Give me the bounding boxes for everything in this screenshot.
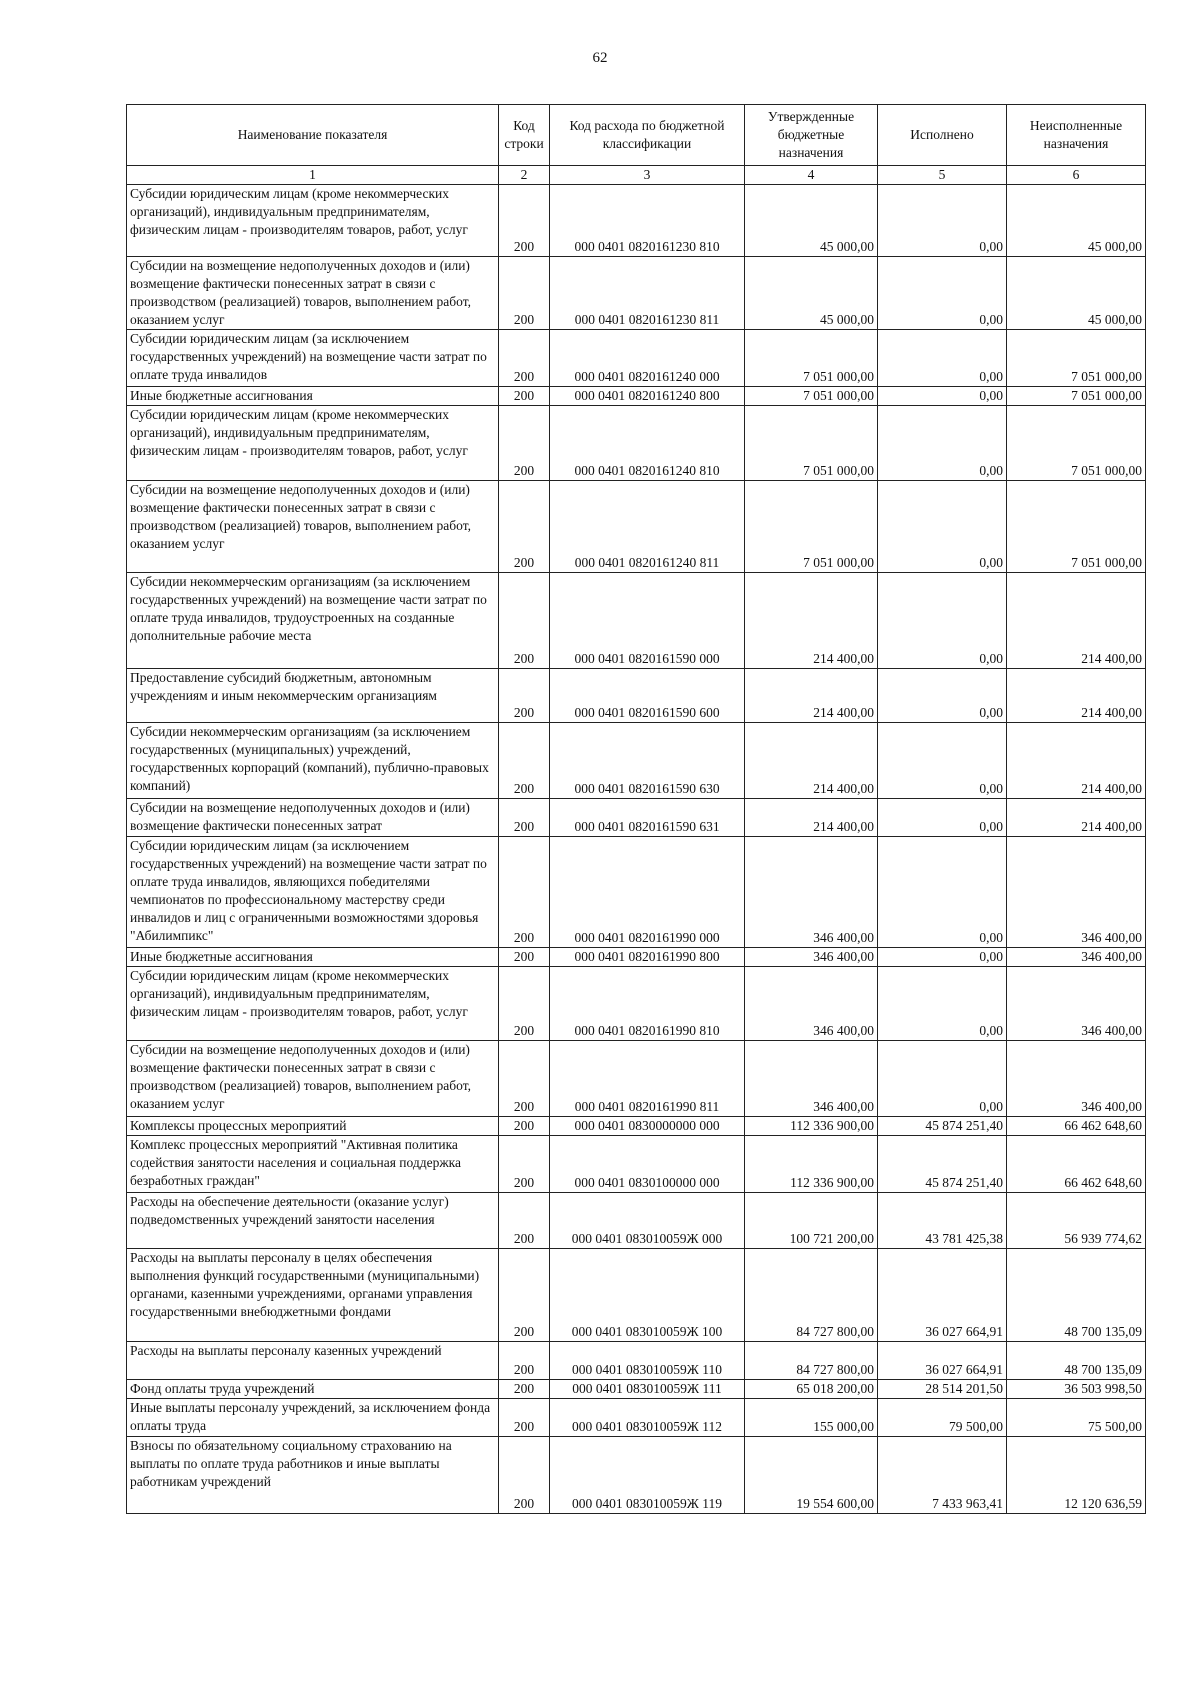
row-executed: 0,00 — [878, 481, 1007, 573]
row-kbk: 000 0401 0820161230 810 — [550, 185, 745, 257]
row-executed: 0,00 — [878, 723, 1007, 799]
row-approved: 214 400,00 — [745, 669, 878, 723]
table-row — [127, 387, 1146, 406]
table-row — [127, 1117, 1146, 1136]
column-index-row — [127, 166, 1146, 185]
table-row — [127, 948, 1146, 967]
row-unexecuted: 346 400,00 — [1007, 1041, 1146, 1117]
row-name: Расходы на выплаты персоналу казенных учреждений — [127, 1342, 499, 1380]
row-kbk: 000 0401 083010059Ж 111 — [550, 1380, 745, 1399]
row-unexecuted: 7 051 000,00 — [1007, 387, 1146, 406]
row-approved: 112 336 900,00 — [745, 1136, 878, 1193]
column-index: 2 — [499, 166, 550, 185]
row-kbk: 000 0401 0820161990 810 — [550, 967, 745, 1041]
row-approved: 65 018 200,00 — [745, 1380, 878, 1399]
table-row — [127, 481, 1146, 573]
row-kbk: 000 0401 0820161990 811 — [550, 1041, 745, 1117]
table-row — [127, 799, 1146, 837]
row-line-code: 200 — [499, 1117, 550, 1136]
row-executed: 36 027 664,91 — [878, 1249, 1007, 1342]
row-executed: 36 027 664,91 — [878, 1342, 1007, 1380]
row-name: Субсидии юридическим лицам (за исключением государственных учреждений) на возмещение части затрат по оплате труда инвалидов — [127, 330, 499, 387]
row-executed: 7 433 963,41 — [878, 1437, 1007, 1514]
row-kbk: 000 0401 0820161590 000 — [550, 573, 745, 669]
page-number: 62 — [592, 50, 608, 66]
row-approved: 346 400,00 — [745, 967, 878, 1041]
row-executed: 0,00 — [878, 387, 1007, 406]
row-unexecuted: 7 051 000,00 — [1007, 481, 1146, 573]
row-name: Расходы на обеспечение деятельности (оказание услуг) подведомственных учреждений занятости населения — [127, 1193, 499, 1249]
row-name: Субсидии юридическим лицам (кроме некоммерческих организаций), индивидуальным предпринимателям, физическим лицам - производителям товаров, работ, услуг — [127, 185, 499, 257]
row-line-code: 200 — [499, 723, 550, 799]
table-row — [127, 573, 1146, 669]
row-name: Субсидии на возмещение недополученных доходов и (или) возмещение фактически понесенных затрат в связи с производством (реализацией) товаров, выполнением работ, оказанием услуг — [127, 257, 499, 330]
row-approved: 214 400,00 — [745, 723, 878, 799]
table-row — [127, 1249, 1146, 1342]
row-line-code: 200 — [499, 387, 550, 406]
table-row — [127, 1399, 1146, 1437]
column-index: 4 — [745, 166, 878, 185]
row-unexecuted: 36 503 998,50 — [1007, 1380, 1146, 1399]
row-kbk: 000 0401 0820161590 631 — [550, 799, 745, 837]
row-unexecuted: 214 400,00 — [1007, 723, 1146, 799]
row-name: Иные бюджетные ассигнования — [127, 387, 499, 406]
row-kbk: 000 0401 0820161230 811 — [550, 257, 745, 330]
row-unexecuted: 214 400,00 — [1007, 573, 1146, 669]
row-name: Расходы на выплаты персоналу в целях обеспечения выполнения функций государственными (муниципальными) органами, казенными учреждениями, органами управления государственными внебюджетными фондами — [127, 1249, 499, 1342]
table-row — [127, 330, 1146, 387]
row-unexecuted: 214 400,00 — [1007, 669, 1146, 723]
row-unexecuted: 56 939 774,62 — [1007, 1193, 1146, 1249]
row-approved: 346 400,00 — [745, 837, 878, 948]
table-row — [127, 837, 1146, 948]
row-name: Комплекс процессных мероприятий "Активная политика содействия занятости населения и социальная поддержка безработных граждан" — [127, 1136, 499, 1193]
row-line-code: 200 — [499, 1380, 550, 1399]
header-executed: Исполнено — [878, 105, 1007, 166]
row-unexecuted: 66 462 648,60 — [1007, 1136, 1146, 1193]
row-kbk: 000 0401 083010059Ж 112 — [550, 1399, 745, 1437]
row-approved: 100 721 200,00 — [745, 1193, 878, 1249]
row-line-code: 200 — [499, 837, 550, 948]
row-approved: 19 554 600,00 — [745, 1437, 878, 1514]
header-unexecuted-appropriations: Неисполненные назначения — [1007, 105, 1146, 166]
row-kbk: 000 0401 0820161240 810 — [550, 406, 745, 481]
table-row — [127, 1342, 1146, 1380]
row-line-code: 200 — [499, 1041, 550, 1117]
budget-execution-table — [126, 104, 1146, 1514]
table-row — [127, 1380, 1146, 1399]
row-name: Предоставление субсидий бюджетным, автономным учреждениям и иным некоммерческим организациям — [127, 669, 499, 723]
row-line-code: 200 — [499, 1342, 550, 1380]
row-approved: 214 400,00 — [745, 799, 878, 837]
table-row — [127, 967, 1146, 1041]
table-header-row — [127, 105, 1146, 166]
row-approved: 7 051 000,00 — [745, 406, 878, 481]
row-executed: 43 781 425,38 — [878, 1193, 1007, 1249]
row-approved: 84 727 800,00 — [745, 1342, 878, 1380]
row-unexecuted: 66 462 648,60 — [1007, 1117, 1146, 1136]
row-unexecuted: 48 700 135,09 — [1007, 1249, 1146, 1342]
column-index: 6 — [1007, 166, 1146, 185]
row-unexecuted: 75 500,00 — [1007, 1399, 1146, 1437]
row-line-code: 200 — [499, 1437, 550, 1514]
column-index: 5 — [878, 166, 1007, 185]
row-line-code: 200 — [499, 799, 550, 837]
row-approved: 346 400,00 — [745, 1041, 878, 1117]
row-name: Субсидии некоммерческим организациям (за исключением государственных учреждений) на возмещение части затрат по оплате труда инвалидов, трудоустроенных на созданные дополнительные рабочие места — [127, 573, 499, 669]
row-kbk: 000 0401 0820161240 800 — [550, 387, 745, 406]
row-line-code: 200 — [499, 1399, 550, 1437]
row-unexecuted: 7 051 000,00 — [1007, 330, 1146, 387]
column-index: 1 — [127, 166, 499, 185]
row-executed: 0,00 — [878, 967, 1007, 1041]
row-approved: 7 051 000,00 — [745, 330, 878, 387]
row-unexecuted: 346 400,00 — [1007, 967, 1146, 1041]
row-executed: 45 874 251,40 — [878, 1117, 1007, 1136]
row-unexecuted: 346 400,00 — [1007, 948, 1146, 967]
row-executed: 0,00 — [878, 330, 1007, 387]
header-budget-classification-code: Код расхода по бюджетной классификации — [550, 105, 745, 166]
row-kbk: 000 0401 083010059Ж 000 — [550, 1193, 745, 1249]
row-approved: 45 000,00 — [745, 257, 878, 330]
row-approved: 7 051 000,00 — [745, 387, 878, 406]
row-executed: 0,00 — [878, 799, 1007, 837]
table-row — [127, 257, 1146, 330]
row-approved: 155 000,00 — [745, 1399, 878, 1437]
row-kbk: 000 0401 083010059Ж 119 — [550, 1437, 745, 1514]
row-line-code: 200 — [499, 330, 550, 387]
row-name: Иные бюджетные ассигнования — [127, 948, 499, 967]
row-unexecuted: 7 051 000,00 — [1007, 406, 1146, 481]
row-line-code: 200 — [499, 481, 550, 573]
row-name: Субсидии некоммерческим организациям (за исключением государственных (муниципальных) учреждений, государственных корпораций (компаний), публично-правовых компаний) — [127, 723, 499, 799]
row-line-code: 200 — [499, 1136, 550, 1193]
row-line-code: 200 — [499, 1193, 550, 1249]
row-executed: 45 874 251,40 — [878, 1136, 1007, 1193]
row-line-code: 200 — [499, 967, 550, 1041]
row-unexecuted: 45 000,00 — [1007, 257, 1146, 330]
row-approved: 45 000,00 — [745, 185, 878, 257]
row-name: Фонд оплаты труда учреждений — [127, 1380, 499, 1399]
row-name: Субсидии на возмещение недополученных доходов и (или) возмещение фактически понесенных затрат в связи с производством (реализацией) товаров, выполнением работ, оказанием услуг — [127, 481, 499, 573]
row-line-code: 200 — [499, 573, 550, 669]
row-executed: 0,00 — [878, 406, 1007, 481]
column-index: 3 — [550, 166, 745, 185]
row-executed: 0,00 — [878, 669, 1007, 723]
row-executed: 0,00 — [878, 837, 1007, 948]
row-line-code: 200 — [499, 669, 550, 723]
row-executed: 0,00 — [878, 257, 1007, 330]
row-unexecuted: 214 400,00 — [1007, 799, 1146, 837]
row-name: Субсидии юридическим лицам (кроме некоммерческих организаций), индивидуальным предпринимателям, физическим лицам - производителям товаров, работ, услуг — [127, 406, 499, 481]
row-executed: 0,00 — [878, 185, 1007, 257]
row-unexecuted: 48 700 135,09 — [1007, 1342, 1146, 1380]
table-row — [127, 1193, 1146, 1249]
row-kbk: 000 0401 0820161240 811 — [550, 481, 745, 573]
row-name: Субсидии юридическим лицам (за исключением государственных учреждений) на возмещение части затрат по оплате труда инвалидов, являющихся победителями чемпионатов по профессиональному мастерству среди инвалидов и лиц с ограниченными возможностями здоровья "Абилимпикс" — [127, 837, 499, 948]
table-row — [127, 1437, 1146, 1514]
table-row — [127, 1136, 1146, 1193]
table-row — [127, 1041, 1146, 1117]
row-kbk: 000 0401 083010059Ж 100 — [550, 1249, 745, 1342]
row-line-code: 200 — [499, 406, 550, 481]
row-kbk: 000 0401 0830000000 000 — [550, 1117, 745, 1136]
row-approved: 346 400,00 — [745, 948, 878, 967]
row-name: Субсидии на возмещение недополученных доходов и (или) возмещение фактически понесенных затрат в связи с производством (реализацией) товаров, выполнением работ, оказанием услуг — [127, 1041, 499, 1117]
row-kbk: 000 0401 0820161240 000 — [550, 330, 745, 387]
row-approved: 112 336 900,00 — [745, 1117, 878, 1136]
row-line-code: 200 — [499, 948, 550, 967]
row-kbk: 000 0401 083010059Ж 110 — [550, 1342, 745, 1380]
table-row — [127, 723, 1146, 799]
row-executed: 0,00 — [878, 948, 1007, 967]
row-unexecuted: 346 400,00 — [1007, 837, 1146, 948]
row-line-code: 200 — [499, 1249, 550, 1342]
row-name: Взносы по обязательному социальному страхованию на выплаты по оплате труда работников и иные выплаты работникам учреждений — [127, 1437, 499, 1514]
header-indicator-name: Наименование показателя — [127, 105, 499, 166]
row-name: Комплексы процессных мероприятий — [127, 1117, 499, 1136]
row-kbk: 000 0401 0820161590 600 — [550, 669, 745, 723]
row-approved: 84 727 800,00 — [745, 1249, 878, 1342]
row-approved: 7 051 000,00 — [745, 481, 878, 573]
header-line-code: Код строки — [499, 105, 550, 166]
table-row — [127, 185, 1146, 257]
row-executed: 79 500,00 — [878, 1399, 1007, 1437]
header-approved-appropriations: Утвержденные бюджетные назначения — [745, 105, 878, 166]
row-name: Субсидии юридическим лицам (кроме некоммерческих организаций), индивидуальным предпринимателям, физическим лицам - производителям товаров, работ, услуг — [127, 967, 499, 1041]
row-kbk: 000 0401 0820161990 800 — [550, 948, 745, 967]
row-name: Субсидии на возмещение недополученных доходов и (или) возмещение фактически понесенных затрат — [127, 799, 499, 837]
row-executed: 0,00 — [878, 573, 1007, 669]
row-kbk: 000 0401 0820161990 000 — [550, 837, 745, 948]
table-row — [127, 669, 1146, 723]
table-row — [127, 406, 1146, 481]
row-unexecuted: 12 120 636,59 — [1007, 1437, 1146, 1514]
row-kbk: 000 0401 0830100000 000 — [550, 1136, 745, 1193]
row-line-code: 200 — [499, 257, 550, 330]
row-name: Иные выплаты персоналу учреждений, за исключением фонда оплаты труда — [127, 1399, 499, 1437]
row-executed: 28 514 201,50 — [878, 1380, 1007, 1399]
row-kbk: 000 0401 0820161590 630 — [550, 723, 745, 799]
row-executed: 0,00 — [878, 1041, 1007, 1117]
row-unexecuted: 45 000,00 — [1007, 185, 1146, 257]
row-approved: 214 400,00 — [745, 573, 878, 669]
row-line-code: 200 — [499, 185, 550, 257]
